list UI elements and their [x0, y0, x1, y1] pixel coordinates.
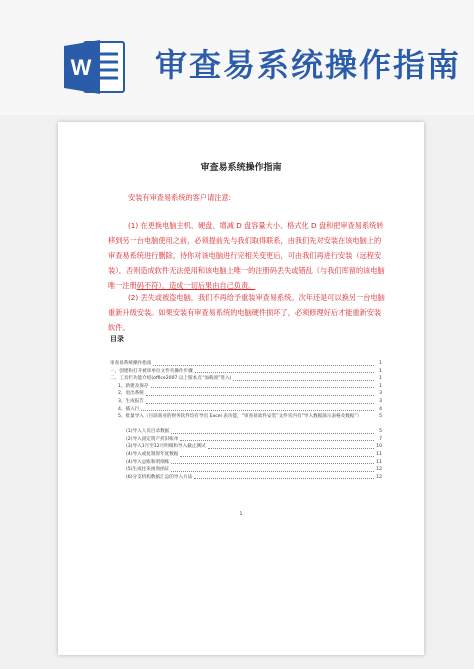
- para2-text: 丢失或被盗电脑，我们不再给予重装审查易系统。次年还是可以换另一台电脑重新升级安装。如果安装有审查易系统的电脑硬件损坏了，必须修理好后才能重新安装软件。: [108, 293, 385, 332]
- notice-paragraph-2: [108, 290, 388, 335]
- toc-entry[interactable]: 5、批量导入（目前商业的财务软件均有导出 Excel 表功能，“审查易软件安装”文件夹内有“导入数据演示表格及数据”） 5: [118, 414, 382, 420]
- para1-marker: (1): [128, 221, 139, 230]
- toc-entry[interactable]: 审查易系统操作指南 1: [110, 361, 382, 366]
- para2-marker: (2): [128, 293, 139, 302]
- toc-entry[interactable]: 一、创建和打开被审单位文件夹操作步骤 1: [110, 368, 382, 374]
- toc-entry[interactable]: 二、工具栏功能介绍(office2007 以上版本点“加载项”进入) 1: [110, 376, 382, 382]
- toc-entry[interactable]: (4)导入总账和明细账 11: [126, 459, 382, 465]
- toc-heading: 目录: [110, 335, 124, 343]
- para1-text: 在更换电脑主机、硬盘、增减 D 盘容量大小、格式化 D 盘和把审查易系统转移到另一台电脑使用之前，必须提前先与我们取得联系，由我们先对安装在该电脑上的审查易系统进行删除，待你对该电脑进行完相关变更后，可由我们再进行安装（远程安装），否则造成软件无法使用和该电脑上唯一的注册码丢失或错乱（与我们库留的该电脑唯一注册: [108, 221, 385, 290]
- toc-entry[interactable]: (2)导入固定资产折旧账单 7: [126, 436, 382, 442]
- toc-entry[interactable]: (3)导入1月至12月明细和导入截止测试 10: [126, 444, 382, 450]
- toc-entry[interactable]: (1)导入人员目录数据 5: [126, 429, 382, 435]
- toc-entry[interactable]: 1、新建及保存 1: [118, 383, 382, 389]
- table-of-contents: [110, 360, 382, 481]
- toc-entry[interactable]: (5)生成往来函询函证 12: [126, 467, 382, 473]
- toc-entry[interactable]: (4)导入或复制原年度数据 11: [126, 451, 382, 457]
- toc-entry[interactable]: (6)分支机构数据汇总的导入方法 12: [126, 474, 382, 480]
- document-page: [58, 122, 424, 655]
- toc-entry[interactable]: 3、生成报告 3: [118, 398, 382, 404]
- word-logo-letter: W: [70, 55, 92, 80]
- word-icon: [64, 38, 126, 96]
- para1-underlined-text: 码不符），造成一切后果由自己负责。: [136, 281, 256, 290]
- toc-entry[interactable]: 2、退出系统 3: [118, 391, 382, 397]
- notice-heading: 安装有审查易系统的客户请注意:: [128, 193, 232, 202]
- page-number: 1: [239, 512, 243, 517]
- header-banner: [0, 0, 474, 115]
- notice-paragraph-1: [108, 218, 388, 293]
- toc-entry[interactable]: 4、插入行 4: [118, 406, 382, 412]
- document-title: 审查易系统操作指南: [200, 163, 282, 173]
- banner-title: 审查易系统操作指南: [155, 46, 462, 84]
